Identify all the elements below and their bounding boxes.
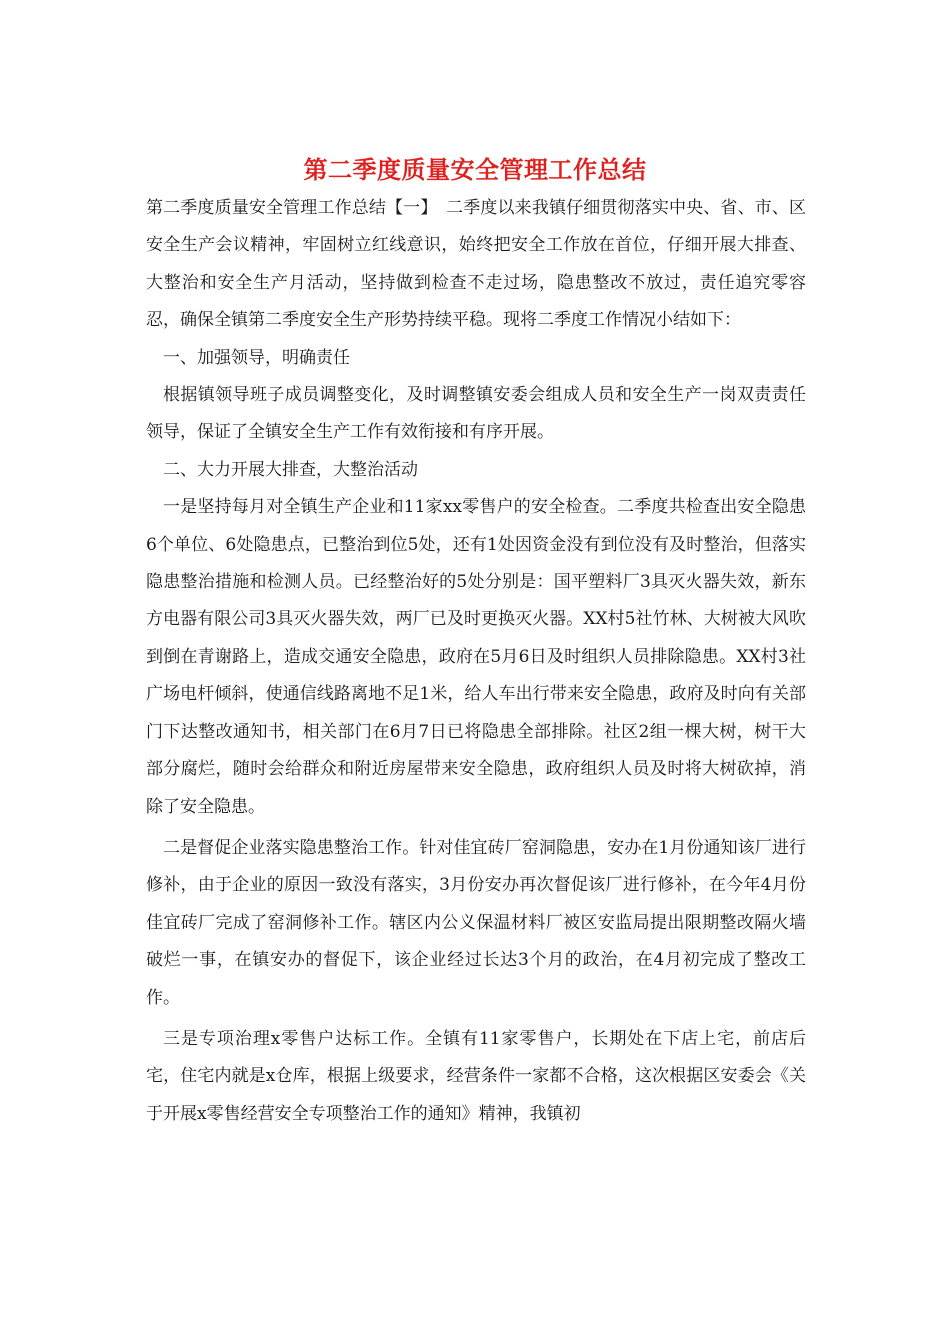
section-heading-1: 一、加强领导，明确责任 [163,347,350,368]
paragraph-rectification: 二是督促企业落实隐患整治工作。针对佳宜砖厂窑洞隐患，安办在1月份通知该厂进行修补，由于企业的原因一致没有落实，3月份安办再次督促该厂进行修补，在今年4月份佳宜砖厂完成了窑洞修补工作。辖区内公义保温材料厂被区安监局提出限期整改隔火墙破烂一事，在镇安办的督促下，该企业经过长达3个月的政治，在4月初完成了整改工作。 [146,837,806,1008]
paragraph-inspection: 一是坚持每月对全镇生产企业和11家xx零售户的安全检查。二季度共检查出安全隐患6个单位、6处隐患点，已整治到位5处，还有1处因资金没有到位没有及时整治，但落实隐患整治措施和检测人员。已经整治好的5处分别是：国平塑料厂3具灭火器失效，新东方电器有限公司3具灭火器失效，两厂已及时更换灭火器。XX村5社竹林、大树被大风吹到倒在青谢路上，造成交通安全隐患，政府在5月6日及时组织人员排除隐患。XX村3社广场电杆倾斜，使通信线路离地不足1米，给人车出行带来安全隐患，政府及时向有关部门下达整改通知书，相关部门在6月7日已将隐患全部排除。社区2组一棵大树，树干大部分腐烂，随时会给群众和附近房屋带来安全隐患，政府组织人员及时将大树砍掉，消除了安全隐患。 [146,497,806,817]
document-title: 第二季度质量安全管理工作总结 [303,155,647,184]
paragraph-leadership: 根据镇领导班子成员调整变化，及时调整镇安委会组成人员和安全生产一岗双责责任领导，保证了全镇安全生产工作有效衔接和有序开展。 [146,385,806,443]
section-heading-2: 二、大力开展大排查，大整治活动 [163,459,418,480]
intro-paragraph: 第二季度质量安全管理工作总结【一】 二季度以来我镇仔细贯彻落实中央、省、市、区安全生产会议精神，牢固树立红线意识，始终把安全工作放在首位，仔细开展大排查、大整治和安全生产月活动，坚持做到检查不走过场，隐患整改不放过，责任追究零容忍，确保全镇第二季度安全生产形势持续平稳。现将二季度工作情况小结如下： [146,198,806,331]
paragraph-retailer-governance: 三是专项治理x零售户达标工作。全镇有11家零售户，长期处在下店上宅，前店后宅，住宅内就是x仓库，根据上级要求，经营条件一家都不合格，这次根据区安委会《关于开展x零售经营安全专项整治工作的通知》精神，我镇初 [146,1028,806,1124]
document-body [146,190,806,1133]
